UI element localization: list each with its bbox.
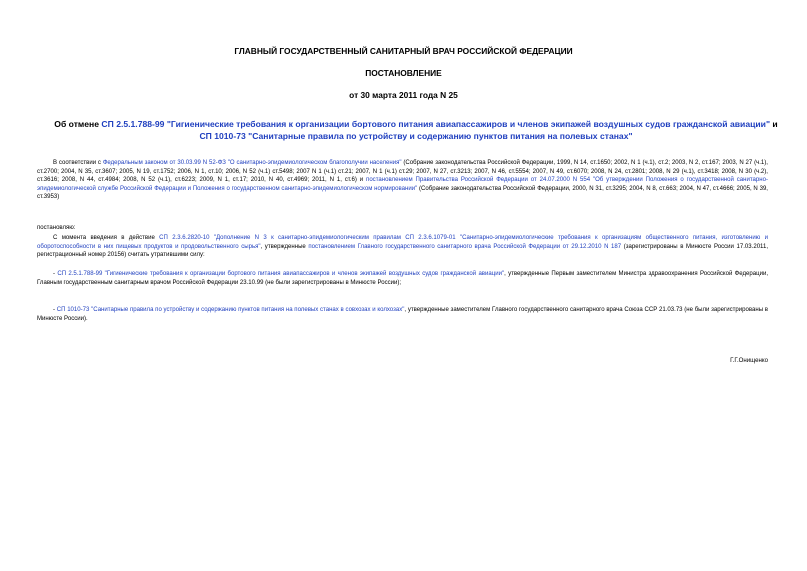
- preamble-paragraph: [37, 159, 768, 202]
- item1-text: , утвержденные Первым заместителем Министра здравоохранения Российской Федерации, Главным государственным санитарным врачом Российской Федерации 23.10.99 (не были зарегистрированы в Минюсте России);: [37, 271, 768, 286]
- operative-text-2: , утвержденные: [260, 243, 309, 250]
- item1-dash: -: [53, 271, 58, 277]
- link-federal-law-52-fz[interactable]: Федеральным законом от 30.03.99 N 52-ФЗ "О санитарно-эпидемиологическом благополучии населения": [102, 160, 402, 166]
- title-prefix: Об отмене: [54, 119, 102, 129]
- preamble-text-2: (Собрание законодательства Российской Федерации, 1999, N 14, ст.1650; 2002, N 1 (ч.1), ст.2; 2003, N 2, ст.167; 2003, N 27 (ч.1), ст.2700; 2004, N 35, ст.3607; 2005, N 19, ст.1752; 2006, N 1, ст.10; 2006, N 52 (ч.1) ст.5498; 2007 N 1 (ч.1) ст.21; 2007, N 1 (ч.1) ст.29; 2007, N 27, ст.3213; 2007, N 46, ст.5554; 2007, N 49, ст.6070; 2008, N 24, ст.2801; 2008, N 29 (ч.1), ст.3418; 2008, N 30 (ч.2), ст.3616; 2008, N 44, ст.4984; 2008, N 52 (ч.1), ст.6223; 2009, N 1, ст.17; 2010, N 40, ст.4969; 2011, N 1, ст.6) и: [37, 160, 768, 184]
- title-connector: и: [770, 119, 778, 129]
- operative-paragraph: [37, 234, 768, 260]
- preamble-text-3: (Собрание законодательства Российской Федерации, 2000, N 31, ст.3295; 2004, N 8, ст.663; 2004, N 47, ст.4666; 2005, N 39, ст.3953): [37, 185, 768, 201]
- link-sp-2-5-1-788-99[interactable]: СП 2.5.1.788-99 "Гигиенические требования к организации бортового питания авиапассажиров и членов экипажей воздушных судов гражданской авиации": [57, 271, 505, 277]
- issuing-authority: ГЛАВНЫЙ ГОСУДАРСТВЕННЫЙ САНИТАРНЫЙ ВРАЧ РОССИЙСКОЙ ФЕДЕРАЦИИ: [234, 46, 573, 56]
- preamble-text-1: В соответствии с: [53, 160, 103, 166]
- link-sp-1010-73[interactable]: СП 1010-73 "Санитарные правила по устройству и содержанию пунктов питания на полевых станах в совхозах и колхозах": [56, 307, 405, 313]
- link-resolution-187[interactable]: постановлением Главного государственного санитарного врача Российской Федерации от 29.12.2010 N 187: [308, 243, 622, 250]
- resolve-word: постановляю:: [37, 225, 76, 231]
- title-link-sp-2-5-1-788-99[interactable]: СП 2.5.1.788-99 "Гигиенические требования к организации бортового питания авиапассажиров и членов экипажей воздушных судов гражданской авиации": [101, 119, 771, 129]
- document-date-number: от 30 марта 2011 года N 25: [349, 90, 458, 100]
- operative-text-1: С момента введения в действие: [53, 235, 160, 241]
- item2-text: , утвержденные заместителем Главного государственного санитарного врача Союза ССР 21.03.73 (не были зарегистрированы в Минюсте России).: [37, 307, 768, 322]
- repealed-item-2: [37, 306, 768, 323]
- repealed-item-1: [37, 270, 768, 287]
- link-government-resolution-554[interactable]: постановлением Правительства Российской Федерации от 24.07.2000 N 554 "Об утверждении Положения о государственной санитарно-эпидемиологической службе Российской Федерации и Положения о государственном санитарно-эпидемиологическом нормировании": [37, 177, 768, 192]
- item2-dash: -: [53, 307, 57, 313]
- link-sp-2-3-6-2820-10[interactable]: СП 2.3.6.2820-10 "Дополнение N 3 к санитарно-эпидемиологическим правилам СП 2.3.6.1079-01 "Санитарно-эпидемиологические требования к организациям общественного питания, изготовлению и оборотоспособности в них пищевых продуктов и продовольственного сырья": [37, 235, 768, 250]
- title-link-sp-1010-73[interactable]: СП 1010-73 "Санитарные правила по устройству и содержанию пунктов питания на полевых станах": [199, 130, 633, 141]
- document-title: [50, 119, 782, 142]
- signature: Г.Г.Онищенко: [730, 357, 768, 364]
- operative-text-3: (зарегистрированы в Минюсте России 17.03.2011, регистрационный номер 20156) считать утратившими силу:: [37, 243, 769, 259]
- document-type: ПОСТАНОВЛЕНИЕ: [365, 68, 442, 78]
